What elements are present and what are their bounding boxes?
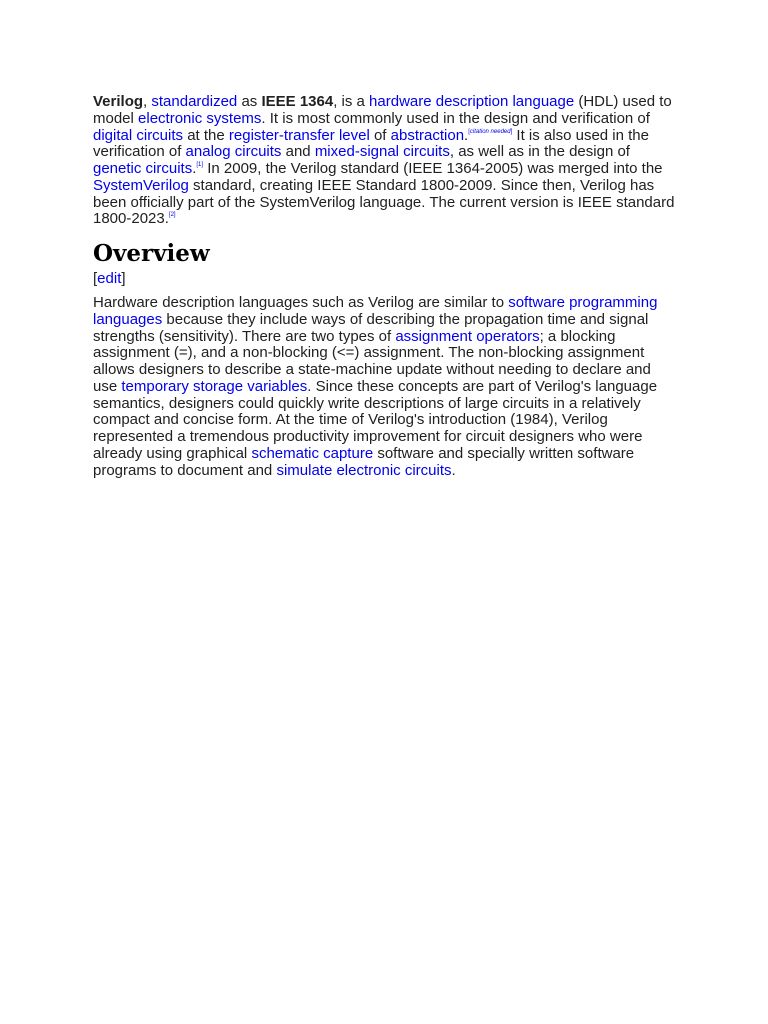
link-genetic-circuits[interactable]: genetic circuits: [93, 160, 193, 177]
standard-name: IEEE 1364: [261, 93, 334, 110]
edit-bracket: ]: [121, 270, 126, 287]
text-run: , is a: [333, 93, 370, 110]
text-run: and: [281, 143, 315, 161]
link-systemverilog[interactable]: SystemVerilog: [93, 176, 189, 194]
section-edit: [93, 270, 677, 288]
link-analog-circuits[interactable]: analog circuits: [185, 143, 282, 161]
citation-bracket: [: [468, 128, 470, 135]
text-run: . Since these concepts are part of Verilog's language semantics, designers could quickly write descriptions of large circuits in a relatively compact and concise form. At the time of Verilog's introduction (1984), Verilog represented a tremendous productivity improvement for circuit designers who were already using graphical: [93, 377, 658, 462]
link-digital-circuits[interactable]: digital circuits: [93, 126, 184, 144]
text-run: ,: [143, 93, 152, 110]
edit-link[interactable]: edit: [97, 270, 122, 287]
text-run: of: [369, 126, 391, 144]
intro-paragraph: [93, 94, 677, 228]
text-run: It is also used in the verification of: [93, 126, 649, 161]
text-run: as: [237, 93, 262, 110]
citation-bracket: ]: [510, 128, 513, 135]
article-content: [93, 94, 677, 479]
link-simulate-electronic-circuits[interactable]: simulate electronic circuits: [276, 461, 452, 479]
link-assignment-operators[interactable]: assignment operators: [395, 327, 540, 345]
link-electronic-systems[interactable]: electronic systems: [138, 109, 262, 127]
text-run: because they include ways of describing the propagation time and signal strengths (sensitivity). There are two types of: [93, 310, 649, 345]
link-mixed-signal-circuits[interactable]: mixed-signal circuits: [314, 143, 450, 161]
link-hardware-description-language[interactable]: hardware description language: [369, 93, 575, 110]
text-run: at the: [183, 126, 229, 144]
citation-needed-label: citation needed: [469, 128, 511, 135]
link-standardized[interactable]: standardized: [151, 93, 238, 110]
reference-2: [169, 212, 176, 218]
text-run: standard, creating IEEE Standard 1800-2009. Since then, Verilog has been officially part of the SystemVerilog language. The current version is IEEE standard 1800-2023.: [93, 176, 675, 228]
text-run: .: [464, 126, 469, 144]
link-register-transfer-level[interactable]: register-transfer level: [228, 126, 370, 144]
edit-bracket: [: [93, 270, 98, 287]
text-run: .: [192, 160, 197, 177]
text-run: .: [451, 461, 456, 479]
link-reference-2[interactable]: [2]: [168, 212, 176, 219]
citation-needed: [468, 129, 512, 135]
text-run: software and specially written software programs to document and: [93, 444, 635, 479]
link-citation-needed[interactable]: [470, 129, 511, 135]
link-reference-1[interactable]: [1]: [196, 162, 204, 168]
text-run: (HDL) used to model: [93, 93, 672, 127]
overview-paragraph: [93, 295, 677, 479]
text-run: ; a blocking assignment (=), and a non-blocking (<=) assignment. The non-blocking assignment allows designers to describe a state-machine update without needing to declare and use: [93, 327, 651, 395]
link-schematic-capture[interactable]: schematic capture: [251, 444, 374, 462]
link-temporary-storage-variables[interactable]: temporary storage variables: [121, 377, 308, 395]
text-run: In 2009, the Verilog standard (IEEE 1364-2005) was merged into the: [203, 160, 663, 177]
article-subject: Verilog: [93, 93, 144, 110]
section-heading-overview: Overview: [93, 240, 210, 267]
text-run: , as well as in the design of: [449, 143, 630, 161]
text-run: Hardware description languages such as Verilog are similar to: [93, 294, 509, 311]
text-run: . It is most commonly used in the design and verification of: [261, 109, 650, 127]
link-abstraction[interactable]: abstraction: [390, 126, 465, 144]
link-software-programming-languages[interactable]: software programming languages: [93, 294, 658, 328]
